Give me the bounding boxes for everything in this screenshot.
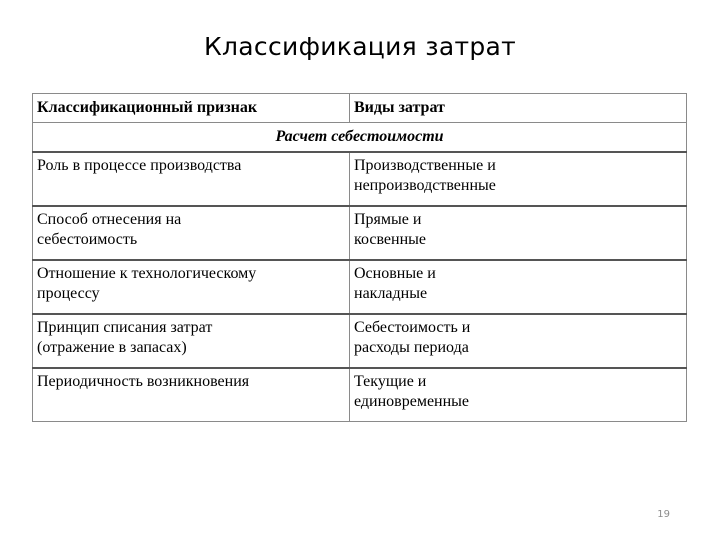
table-row: [33, 206, 687, 260]
slide-title: Классификация затрат: [203, 32, 516, 61]
page-number: 19: [657, 509, 670, 520]
section-heading-row: [33, 123, 687, 153]
cost-classification-table: [32, 93, 687, 422]
table-row: [33, 152, 687, 206]
table-row: [33, 260, 687, 314]
types-cell: Текущие и единовременные: [350, 368, 687, 422]
feature-cell: Принцип списания затрат (отражение в запасах): [33, 314, 350, 368]
section-heading: Расчет себестоимости: [33, 123, 687, 153]
table-header-row: [33, 94, 687, 123]
types-cell: Себестоимость и расходы периода: [350, 314, 687, 368]
feature-cell: Роль в процессе производства: [33, 152, 350, 206]
column-header-types: Виды затрат: [350, 94, 687, 123]
table-row: [33, 368, 687, 422]
column-header-feature: Классификационный признак: [33, 94, 350, 123]
types-cell: Основные и накладные: [350, 260, 687, 314]
types-cell: Прямые и косвенные: [350, 206, 687, 260]
feature-cell: Способ отнесения на себестоимость: [33, 206, 350, 260]
table-row: [33, 314, 687, 368]
types-cell: Производственные и непроизводственные: [350, 152, 687, 206]
feature-cell: Отношение к технологическому процессу: [33, 260, 350, 314]
feature-cell: Периодичность возникновения: [33, 368, 350, 422]
